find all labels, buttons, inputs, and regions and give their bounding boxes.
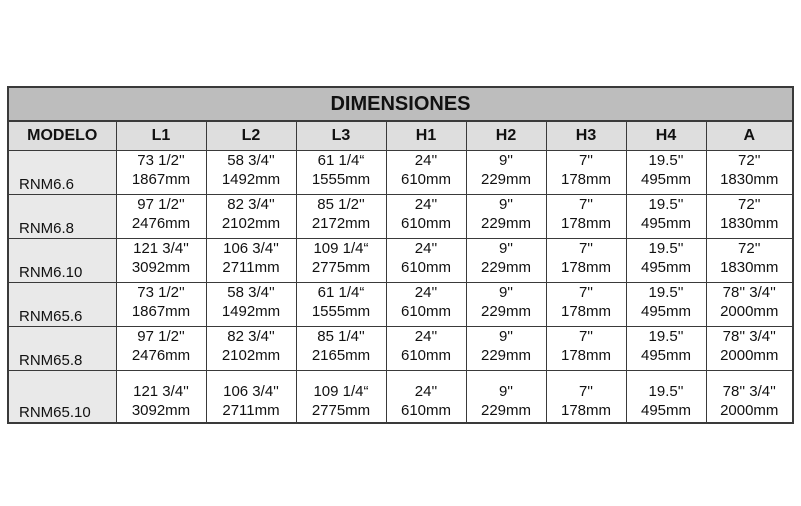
imperial-value: 82 3/4'' [227,196,275,213]
metric-value: 1492mm [221,171,281,188]
imperial-value: 106 3/4'' [223,382,279,400]
imperial-value: 7'' [578,382,594,400]
metric-value: 610mm [400,401,452,419]
imperial-value: 72'' [738,196,761,213]
imperial-value: 78'' 3/4'' [722,382,776,400]
metric-value: 2165mm [311,347,371,364]
column-header-l2: L2 [206,121,296,151]
imperial-value: 19.5'' [648,382,684,400]
metric-value: 2775mm [311,259,371,276]
value-cell [706,239,793,283]
metric-value: 1830mm [720,215,779,232]
value-cell [116,195,206,239]
imperial-value: 9'' [498,196,514,213]
imperial-value: 78'' 3/4'' [722,328,776,345]
metric-value: 3092mm [131,259,191,276]
metric-value: 178mm [560,347,612,364]
imperial-value: 9'' [498,284,514,301]
metric-value: 495mm [640,215,692,232]
model-cell: RNM65.6 [8,283,116,327]
imperial-value: 7'' [578,284,594,301]
metric-value: 229mm [480,401,532,419]
metric-value: 495mm [640,347,692,364]
imperial-value: 97 1/2'' [137,196,185,213]
table-row [8,151,793,195]
table-row [8,283,793,327]
value-cell [546,327,626,371]
table-row [8,371,793,423]
table-row [8,239,793,283]
value-cell [296,371,386,423]
imperial-value: 24'' [414,240,438,257]
metric-value: 2000mm [720,347,779,364]
metric-value: 1867mm [131,171,191,188]
metric-value: 178mm [560,171,612,188]
imperial-value: 85 1/2'' [317,196,365,213]
imperial-value: 61 1/4“ [317,152,365,169]
imperial-value: 73 1/2'' [137,152,185,169]
imperial-value: 19.5'' [648,328,684,345]
metric-value: 2000mm [720,401,779,419]
metric-value: 1492mm [221,303,281,320]
imperial-value: 24'' [414,196,438,213]
metric-value: 2711mm [222,401,280,419]
table-title: DIMENSIONES [8,87,793,121]
value-cell [116,371,206,423]
imperial-value: 24'' [414,152,438,169]
value-cell [386,371,466,423]
model-cell: RNM6.6 [8,151,116,195]
column-header-h4: H4 [626,121,706,151]
table-row [8,195,793,239]
imperial-value: 78'' 3/4'' [722,284,776,301]
metric-value: 229mm [480,303,532,320]
metric-value: 229mm [480,259,532,276]
value-cell [386,195,466,239]
metric-value: 2476mm [131,215,191,232]
metric-value: 495mm [640,171,692,188]
metric-value: 2775mm [311,401,371,419]
metric-value: 229mm [480,215,532,232]
value-cell [546,283,626,327]
metric-value: 178mm [560,259,612,276]
imperial-value: 9'' [498,382,514,400]
value-cell [466,151,546,195]
header-row [8,121,793,151]
metric-value: 229mm [480,347,532,364]
imperial-value: 7'' [578,196,594,213]
value-cell [296,151,386,195]
value-cell [466,195,546,239]
value-cell [466,239,546,283]
model-cell: RNM6.10 [8,239,116,283]
value-cell [296,283,386,327]
value-cell [206,327,296,371]
metric-value: 610mm [400,215,452,232]
model-cell: RNM65.8 [8,327,116,371]
metric-value: 229mm [480,171,532,188]
dimensions-table [7,86,794,424]
value-cell [116,283,206,327]
table-row [8,327,793,371]
value-cell [706,371,793,423]
metric-value: 610mm [400,303,452,320]
value-cell [706,151,793,195]
imperial-value: 82 3/4'' [227,328,275,345]
value-cell [296,327,386,371]
column-header-l1: L1 [116,121,206,151]
value-cell [626,327,706,371]
imperial-value: 7'' [578,152,594,169]
metric-value: 3092mm [131,401,191,419]
metric-value: 2172mm [311,215,371,232]
metric-value: 2102mm [221,347,281,364]
imperial-value: 106 3/4'' [223,240,279,257]
metric-value: 495mm [640,401,692,419]
imperial-value: 97 1/2'' [137,328,185,345]
value-cell [116,327,206,371]
metric-value: 2711mm [222,259,280,276]
value-cell [546,371,626,423]
value-cell [626,195,706,239]
column-header-h3: H3 [546,121,626,151]
value-cell [206,195,296,239]
metric-value: 1555mm [311,303,371,320]
value-cell [206,239,296,283]
column-header-modelo: MODELO [8,121,116,151]
imperial-value: 109 1/4“ [313,382,369,400]
metric-value: 2000mm [720,303,779,320]
value-cell [706,283,793,327]
imperial-value: 9'' [498,240,514,257]
metric-value: 610mm [400,171,452,188]
column-header-h2: H2 [466,121,546,151]
value-cell [206,283,296,327]
value-cell [626,371,706,423]
model-cell: RNM65.10 [8,371,116,423]
imperial-value: 121 3/4'' [133,382,189,400]
value-cell [466,283,546,327]
metric-value: 2476mm [131,347,191,364]
value-cell [386,327,466,371]
value-cell [546,195,626,239]
value-cell [466,371,546,423]
value-cell [296,239,386,283]
metric-value: 2102mm [221,215,281,232]
metric-value: 1830mm [720,259,779,276]
imperial-value: 61 1/4“ [317,284,365,301]
value-cell [206,371,296,423]
column-header-a: A [706,121,793,151]
value-cell [546,239,626,283]
imperial-value: 24'' [414,328,438,345]
metric-value: 178mm [560,303,612,320]
imperial-value: 109 1/4“ [313,240,369,257]
value-cell [706,195,793,239]
metric-value: 610mm [400,347,452,364]
metric-value: 178mm [560,215,612,232]
metric-value: 1555mm [311,171,371,188]
metric-value: 610mm [400,259,452,276]
imperial-value: 9'' [498,152,514,169]
imperial-value: 72'' [738,240,761,257]
imperial-value: 73 1/2'' [137,284,185,301]
imperial-value: 19.5'' [648,284,684,301]
value-cell [206,151,296,195]
imperial-value: 7'' [578,328,594,345]
value-cell [626,239,706,283]
value-cell [116,239,206,283]
metric-value: 1867mm [131,303,191,320]
column-header-h1: H1 [386,121,466,151]
imperial-value: 58 3/4'' [227,284,275,301]
value-cell [386,151,466,195]
metric-value: 1830mm [720,171,779,188]
value-cell [386,239,466,283]
imperial-value: 58 3/4'' [227,152,275,169]
imperial-value: 9'' [498,328,514,345]
imperial-value: 19.5'' [648,240,684,257]
value-cell [296,195,386,239]
imperial-value: 72'' [738,152,761,169]
imperial-value: 121 3/4'' [133,240,189,257]
imperial-value: 7'' [578,240,594,257]
metric-value: 495mm [640,259,692,276]
imperial-value: 24'' [414,284,438,301]
value-cell [626,151,706,195]
value-cell [706,327,793,371]
value-cell [466,327,546,371]
value-cell [116,151,206,195]
value-cell [546,151,626,195]
model-cell: RNM6.8 [8,195,116,239]
metric-value: 495mm [640,303,692,320]
imperial-value: 19.5'' [648,152,684,169]
column-header-l3: L3 [296,121,386,151]
imperial-value: 85 1/4'' [317,328,365,345]
metric-value: 178mm [560,401,612,419]
value-cell [626,283,706,327]
imperial-value: 19.5'' [648,196,684,213]
imperial-value: 24'' [414,382,438,400]
value-cell [386,283,466,327]
